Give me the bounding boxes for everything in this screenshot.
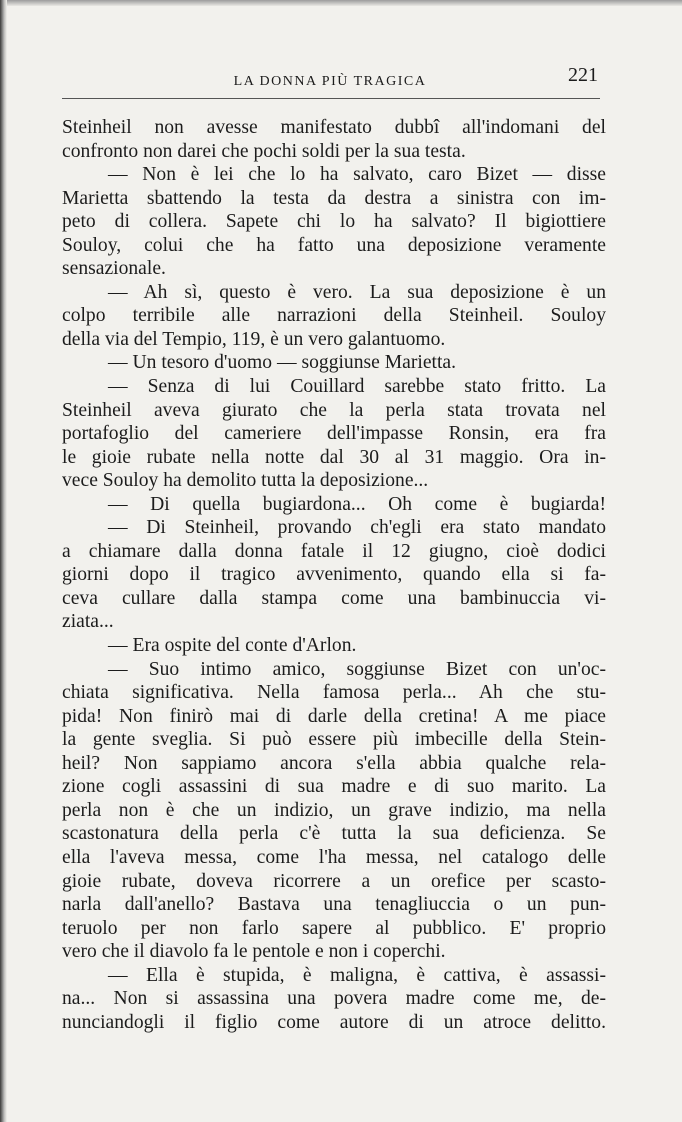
text-line: — Senza di lui Couillard sarebbe stato fritto. La bbox=[108, 376, 606, 398]
text-line: — Ah sì, questo è vero. La sua deposizione è un bbox=[108, 281, 606, 303]
text-line: colpo terribile alle narrazioni della Steinheil. Souloy bbox=[62, 305, 606, 327]
text-line: — Di quella bugiardona... Oh come è bugiarda! bbox=[108, 493, 606, 515]
page-number: 221 bbox=[568, 64, 598, 86]
text-line: vece Souloy ha demolito tutta la deposizione... bbox=[62, 470, 429, 492]
text-line: teruolo per non farlo sapere al pubblico. E' proprio bbox=[62, 917, 606, 939]
text-line: Souloy, colui che ha fatto una deposizione veramente bbox=[62, 234, 606, 256]
text-line: — Non è lei che lo ha salvato, caro Bizet — disse bbox=[108, 164, 606, 186]
text-line: perla non è che un indizio, un grave indizio, ma nella bbox=[62, 799, 606, 821]
text-line: vero che il diavolo fa le pentole e non i coperchi. bbox=[62, 941, 446, 963]
text-line: zione cogli assassini di sua madre e di suo marito. La bbox=[62, 776, 606, 798]
text-line: scastonatura della perla c'è tutta la sua deficienza. Se bbox=[62, 823, 606, 845]
running-title: LA DONNA PIÙ TRAGICA bbox=[233, 74, 427, 89]
text-line: — Suo intimo amico, soggiunse Bizet con un'oc- bbox=[108, 658, 606, 680]
text-line: Marietta sbattendo la testa da destra a sinistra con im- bbox=[62, 187, 606, 209]
text-line: pida! Non finirò mai di darle della cretina! A me piace bbox=[62, 705, 606, 727]
text-line: della via del Tempio, 119, è un vero galantuomo. bbox=[62, 328, 446, 350]
page-binding-edge bbox=[0, 0, 7, 1122]
text-line: ziata... bbox=[62, 611, 114, 633]
text-line: peto di collera. Sapete chi lo ha salvato? Il bigiottiere bbox=[62, 211, 606, 233]
text-line: narla dall'anello? Bastava una tenagliuccia o un pun- bbox=[62, 894, 606, 916]
text-line: gioie rubate, doveva ricorrere a un orefice per scasto- bbox=[62, 870, 606, 892]
text-line: chiata significativa. Nella famosa perla... Ah che stu- bbox=[62, 682, 606, 704]
text-line: la gente sveglia. Si può essere più imbecille della Stein- bbox=[62, 729, 606, 751]
text-line: a chiamare dalla donna fatale il 12 giugno, cioè dodici bbox=[62, 540, 606, 562]
text-line: portafoglio del cameriere dell'impasse Ronsin, era fra bbox=[62, 423, 606, 445]
text-line: le gioie rubate nella notte dal 30 al 31 maggio. Ora in- bbox=[62, 446, 606, 468]
text-line: — Un tesoro d'uomo — soggiunse Marietta. bbox=[108, 352, 457, 374]
text-line: nunciandogli il figlio come autore di un atroce delitto. bbox=[62, 1011, 606, 1033]
text-line: — Era ospite del conte d'Arlon. bbox=[108, 635, 357, 657]
text-line: confronto non darei che pochi soldi per la sua testa. bbox=[62, 140, 466, 162]
text-line: sensazionale. bbox=[62, 258, 166, 280]
text-line: ceva cullare dalla stampa come una bambinuccia vi- bbox=[62, 587, 606, 609]
text-line: giorni dopo il tragico avvenimento, quando ella si fa- bbox=[62, 564, 606, 586]
text-line: na... Non si assassina una povera madre come me, de- bbox=[62, 988, 606, 1010]
body-text bbox=[62, 116, 606, 1034]
header-rule bbox=[62, 98, 600, 99]
text-line: Steinheil aveva giurato che la perla stata trovata nel bbox=[62, 399, 606, 421]
text-line: heil? Non sappiamo ancora s'ella abbia qualche rela- bbox=[62, 752, 606, 774]
text-line: — Di Steinheil, provando ch'egli era stato mandato bbox=[108, 517, 606, 539]
page-header bbox=[62, 64, 598, 94]
text-line: ella l'aveva messa, come l'ha messa, nel catalogo delle bbox=[62, 846, 606, 868]
text-line: Steinheil non avesse manifestato dubbî all'indomani del bbox=[62, 117, 606, 138]
page-top-edge bbox=[0, 0, 682, 6]
text-line: — Ella è stupida, è maligna, è cattiva, è assassi- bbox=[108, 964, 606, 986]
